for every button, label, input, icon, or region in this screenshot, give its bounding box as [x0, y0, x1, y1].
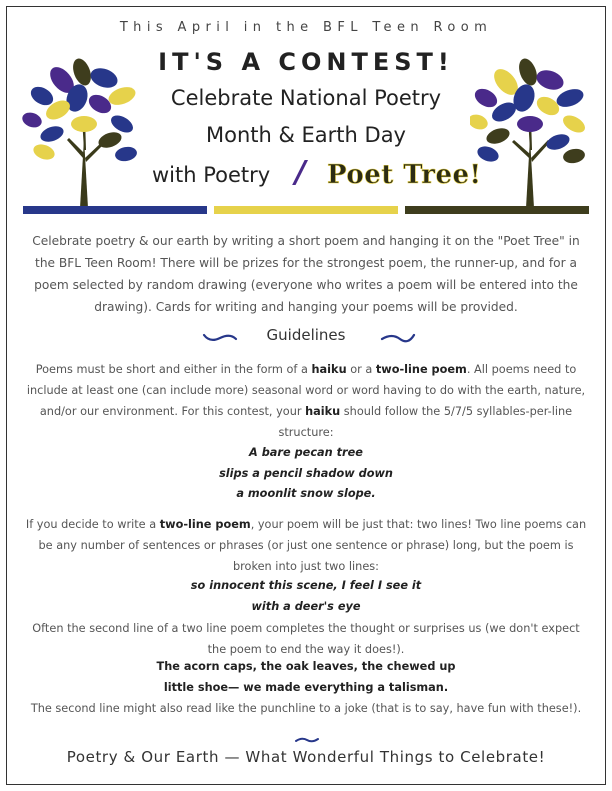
poem-line: A bare pecan tree: [249, 446, 363, 459]
poem-line: with a deer's eye: [251, 599, 361, 613]
example-haiku: [0, 443, 612, 505]
swash-right-icon: [380, 331, 416, 345]
kicker-text: This April in the BFL Teen Room: [119, 20, 493, 35]
guidelines-heading: Guidelines: [266, 326, 346, 344]
guidelines-paragraph-4: The second line might also read like the punchline to a joke (that is to say, have fun with these!).: [30, 702, 582, 715]
text-span: If you decide to write a: [25, 518, 160, 531]
color-bar-yellow: [214, 206, 398, 214]
text-span: . All poems need to include at least one (can include more) seasonal word or word having to do with the earth, nature, and/or our environment. For this contest, your: [26, 363, 586, 418]
guidelines-paragraph-1: [24, 359, 588, 443]
tree-illustration-right: [470, 58, 590, 208]
poem-line: so innocent this scene, I feel I see it: [190, 579, 422, 592]
poem-line: The acorn caps, the oak leaves, the chewed up: [156, 660, 456, 673]
poem-line: slips a pencil shadow down: [219, 466, 393, 480]
two-line-term: two-line poem: [375, 363, 467, 376]
page-title: IT'S A CONTEST!: [158, 48, 454, 76]
guidelines-paragraph-2: [24, 514, 588, 577]
text-span: or a: [346, 363, 376, 376]
poet-tree-logo: Poet Tree!: [327, 160, 482, 190]
intro-paragraph: Celebrate poetry & our earth by writing a short poem and hanging it on the "Poet Tree" in the BFL Teen Room! There will be prizes for the strongest poem, the runner-up, and for a poem selected by random drawing (everyone who writes a poem will be entered into the drawing). Cards for writing and hanging your poems will be provided.: [32, 234, 580, 314]
example-two-line-poem-1: [0, 576, 612, 617]
subtitle-line-1: Celebrate National Poetry: [170, 86, 442, 110]
color-bar-olive: [405, 206, 589, 214]
color-bar-navy: [23, 206, 207, 214]
haiku-term: haiku: [311, 363, 347, 376]
text-span: should follow the 5/7/5 syllables-per-line structure:: [278, 405, 573, 439]
footer-tagline: Poetry & Our Earth — What Wonderful Things to Celebrate!: [66, 748, 546, 766]
haiku-term: haiku: [305, 405, 341, 418]
swash-divider-icon: [294, 736, 320, 744]
tree-illustration-left: [22, 58, 142, 208]
poem-line: little shoe— we made everything a talisman.: [163, 680, 449, 694]
example-two-line-poem-2: [0, 657, 612, 698]
text-span: Poems must be short and either in the form of a: [35, 363, 312, 376]
color-bars: [23, 206, 589, 214]
guidelines-paragraph-3: Often the second line of a two line poem completes the thought or surprises us (we don't expect the poem to end the way it does!).: [32, 622, 580, 656]
two-line-term: two-line poem: [159, 518, 251, 531]
text-span: , your poem will be just that: two lines! Two line poems can be any number of sentences or phrases (or just one sentence or phrase) long, but the poem is broken into just two lines:: [38, 518, 587, 573]
poem-line: a moonlit snow slope.: [236, 487, 376, 500]
subtitle-line-2: Month & Earth Day: [205, 123, 406, 147]
subtitle-line-3: with Poetry: [152, 163, 271, 187]
slash-mark: /: [295, 155, 306, 190]
